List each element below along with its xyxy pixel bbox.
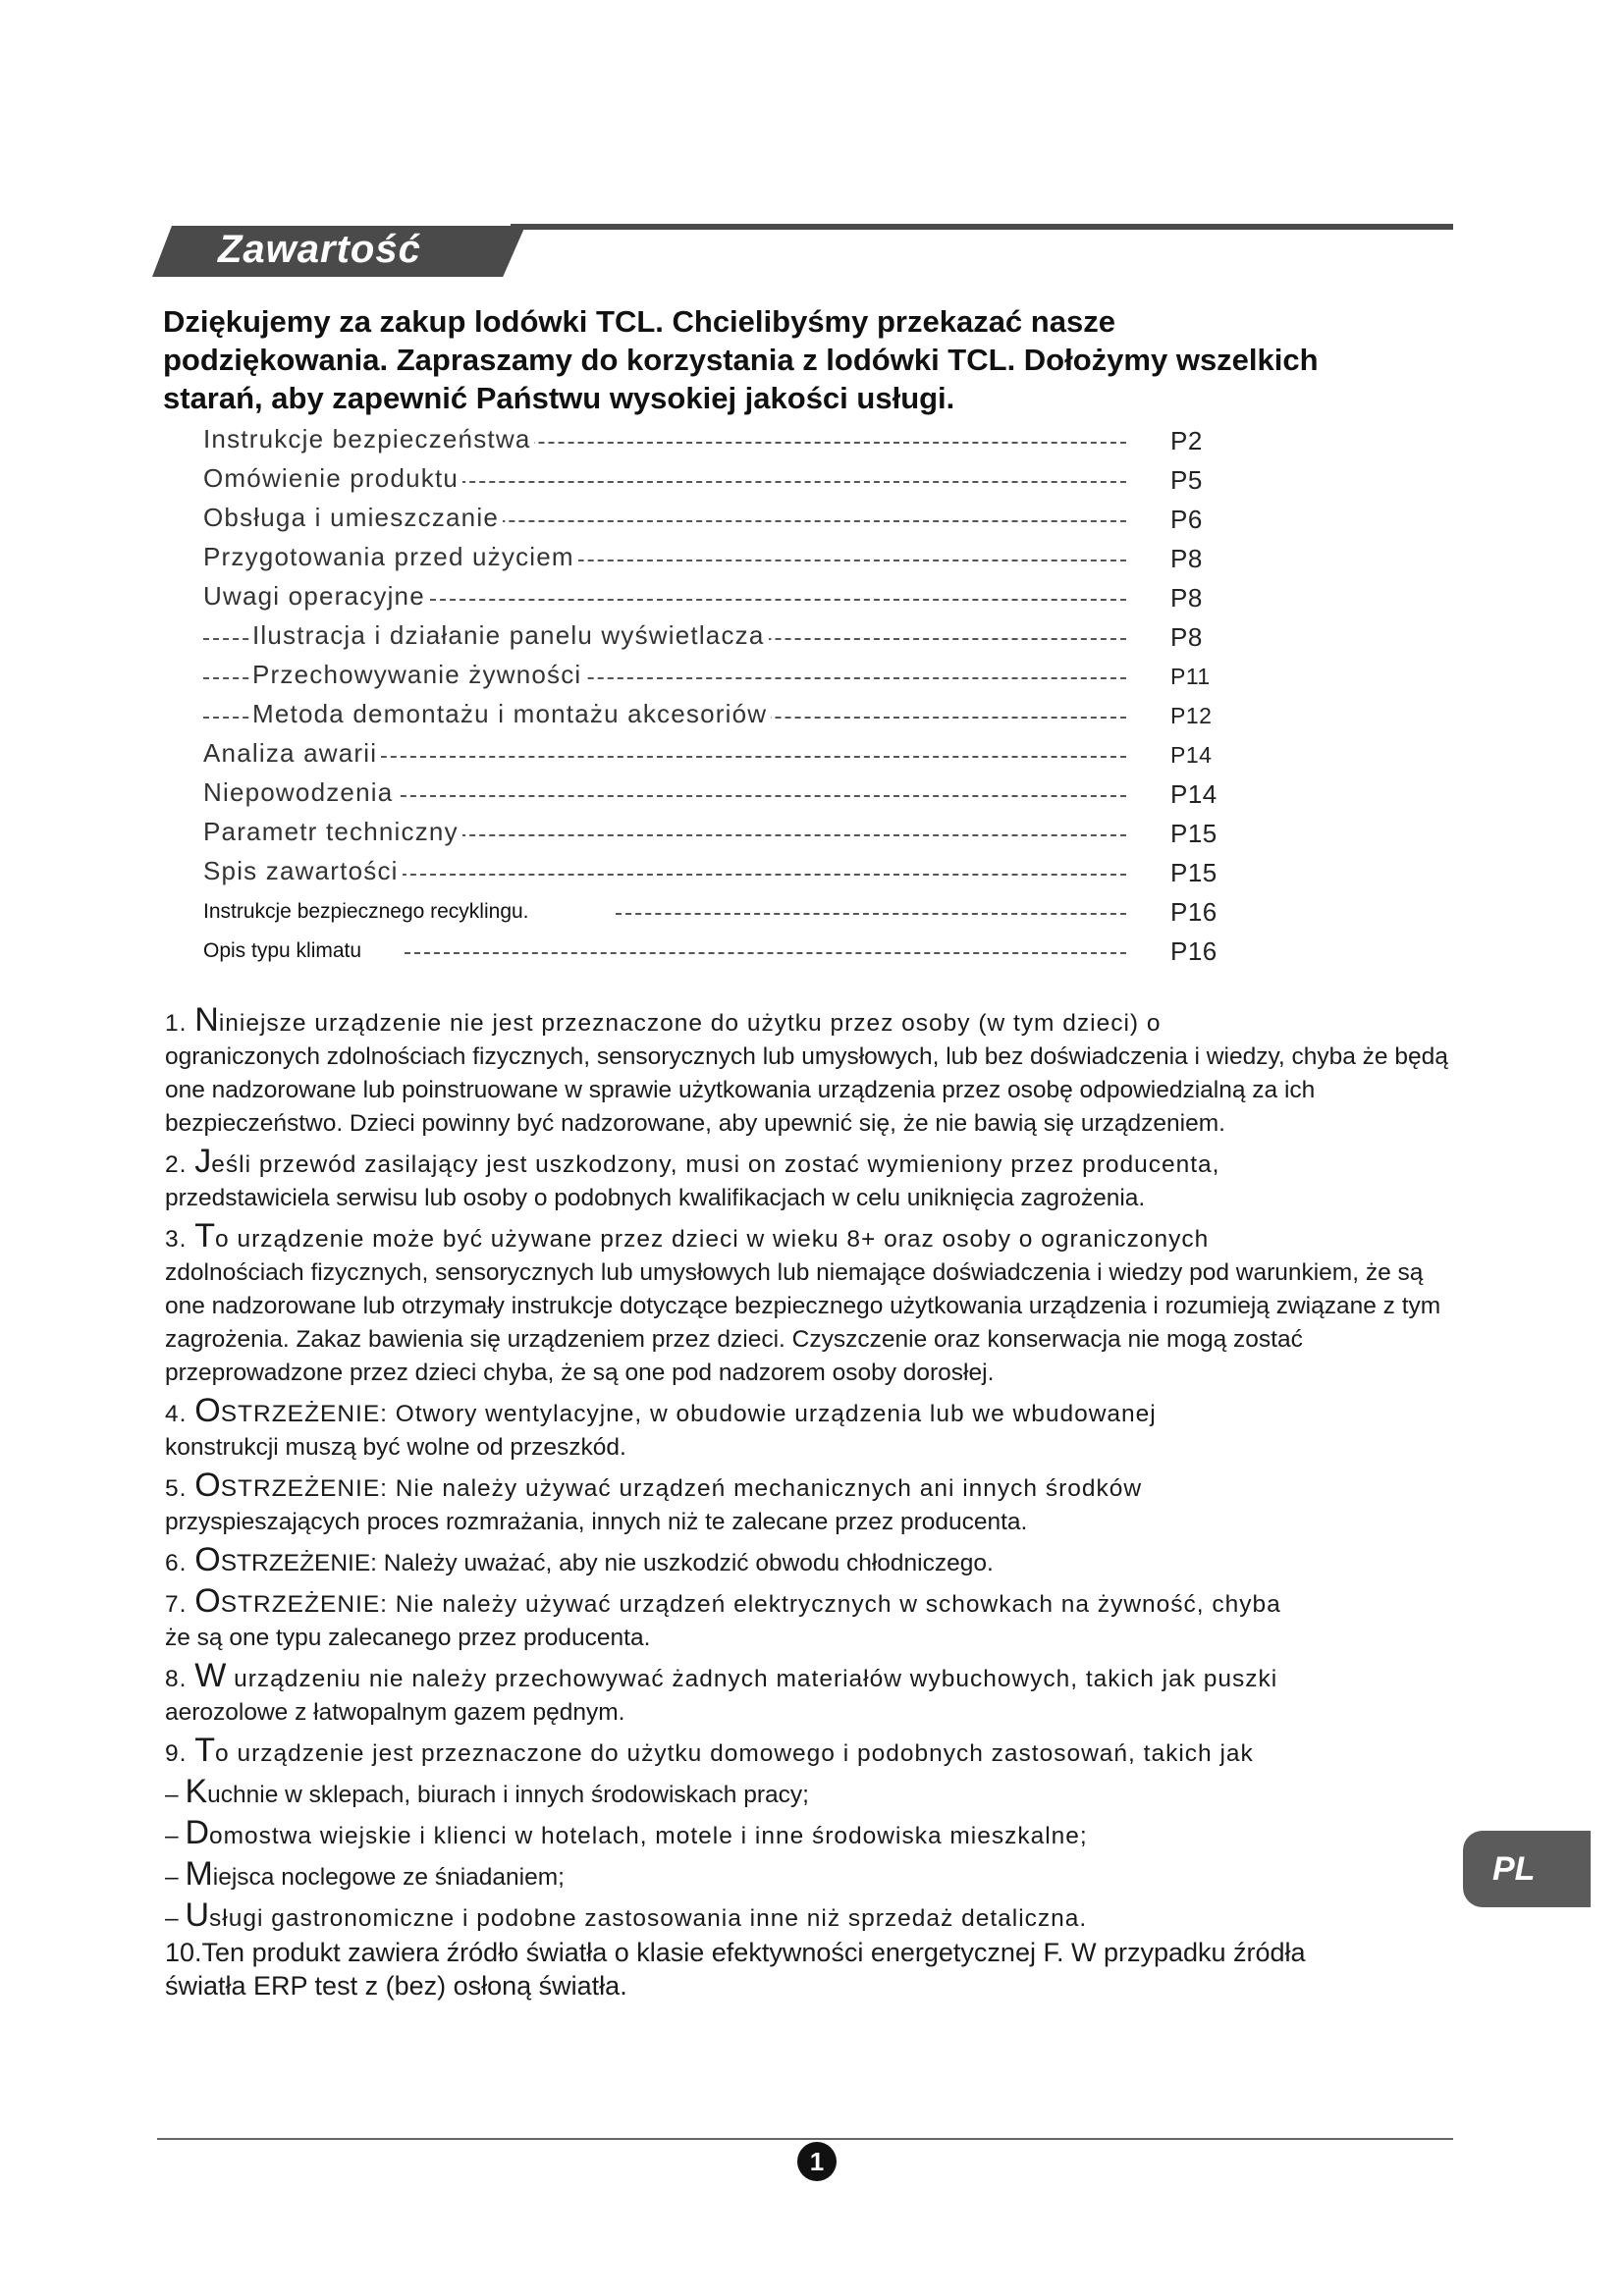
toc-item[interactable]: Omówienie produktu P5 (203, 463, 1203, 495)
instruction-subitem (165, 1898, 1461, 1936)
instruction-first-line: o urządzenie może być używane przez dzieci w wieku 8+ oraz osoby o ograniczonych (215, 1226, 1210, 1253)
instruction-first-line: STRZEŻENIE: Otwory wentylacyjne, w obudowie urządzenia lub we wbudowanej (220, 1401, 1157, 1427)
toc-item[interactable]: Niepowodzenia P14 (203, 777, 1218, 809)
language-tab: PL (1463, 1831, 1591, 1907)
instruction-initial: T (194, 1732, 216, 1769)
instruction-initial: M (185, 1855, 213, 1893)
instruction-item (165, 1659, 1461, 1730)
instruction-first-line: uchnie w sklepach, biurach i innych środowiskach pracy; (207, 1782, 809, 1808)
instruction-text: przyspieszających proces rozmrażania, innych niż te zalecane przez producenta. (165, 1509, 1028, 1535)
instruction-item (165, 1734, 1461, 1771)
instruction-number: 7. (165, 1591, 195, 1618)
instruction-initial: K (185, 1773, 208, 1810)
instruction-initial: U (185, 1896, 209, 1934)
instruction-first-line: omostwa wiejskie i klienci w hotelach, motele i inne środowiska mieszkalne; (209, 1823, 1088, 1849)
instruction-initial: O (194, 1467, 221, 1504)
toc-item[interactable]: Spis zawartości P15 (203, 856, 1218, 887)
instruction-dash: – (165, 1782, 186, 1808)
instruction-first-line: urządzeniu nie należy przechowywać żadnych materiałów wybuchowych, takich jak puszki (226, 1666, 1278, 1692)
toc-item[interactable]: Opis typu klimatu P16 (203, 936, 1218, 966)
instruction-number: 5. (165, 1475, 195, 1502)
instruction-first-line: iniejsze urządzenie nie jest przeznaczone do użytku przez osoby (w tym dzieci) o (218, 1010, 1162, 1037)
instruction-text: zdolnościach fizycznych, sensorycznych lub umysłowych lub niemające doświadczenia i wiedzy pod warunkiem, że są one nadzorowane lub otrzymały instrukcje dotyczące bezpiecznego użytkowania urządzenia i rozumieją związane z tym zagrożenia. Zakaz bawienia się urządzeniem przez dzieci. Czyszczenie oraz konserwacja nie mogą zostać przeprowadzone przez dzieci chyba, że są one pod nadzorem osoby dorosłej. (165, 1259, 1441, 1386)
instruction-initial: O (194, 1392, 221, 1429)
toc-item[interactable]: Analiza awarii P14 (203, 738, 1213, 768)
safety-instructions (165, 1003, 1461, 2006)
instruction-initial: J (194, 1143, 212, 1180)
instruction-item (165, 1543, 1461, 1580)
instruction-text: ograniczonych zdolnościach fizycznych, sensorycznych lub umysłowych, lub bez doświadczenia i wiedzy, chyba że będą one nadzorowane lub poinstruowane w sprawie użytkowania urządzenia przez osobę odpowiedzialną za ich bezpieczeństwo. Dzieci powinny być nadzorowane, aby upewnić się, że nie bawią się urządzeniem. (165, 1043, 1448, 1137)
instruction-initial: O (194, 1582, 221, 1620)
instruction-number: 9. (165, 1740, 195, 1767)
instruction-text: konstrukcji muszą być wolne od przeszkód. (165, 1434, 626, 1461)
instruction-initial: W (194, 1657, 227, 1694)
page-number-badge: 1 (797, 2142, 837, 2181)
instruction-number: 8. (165, 1666, 195, 1692)
instruction-first-line: sługi gastronomiczne i podobne zastosowania inne niż sprzedaż detaliczna. (209, 1905, 1088, 1932)
instruction-number: 6. (165, 1550, 195, 1576)
instruction-first-line: iejsca noclegowe ze śniadaniem; (212, 1864, 565, 1891)
instruction-initial: T (194, 1217, 216, 1255)
instruction-text: przedstawiciela serwisu lub osoby o podobnych kwalifikacjach w celu uniknięcia zagrożenia. (165, 1185, 1146, 1211)
instruction-item (165, 1003, 1461, 1141)
instruction-first-line: STRZEŻENIE: Nie należy używać urządzeń mechanicznych ani innych środków (220, 1475, 1143, 1502)
intro-text: Dziękujemy za zakup lodówki TCL. Chcielibyśmy przekazać nasze podziękowania. Zapraszamy do korzystania z lodówki TCL. Dołożymy wszelkich starań, aby zapewnić Państwu wysokiej jakości usługi. (163, 304, 1319, 415)
instruction-number: 1. (165, 1010, 195, 1037)
page-title: Zawartość (218, 228, 421, 271)
instruction-number: 4. (165, 1401, 195, 1427)
instruction-dash: – (165, 1905, 186, 1932)
instruction-subitem (165, 1775, 1461, 1812)
toc-subitem[interactable]: Metoda demontażu i montażu akcesoriów P12 (203, 695, 1234, 734)
instruction-first-line: o urządzenie jest przeznaczone do użytku domowego i podobnych zastosowań, takich jak (215, 1740, 1254, 1767)
instruction-subitem (165, 1816, 1461, 1853)
instruction-first-line: STRZEŻENIE: Należy uważać, aby nie uszkodzić obwodu chłodniczego. (220, 1550, 994, 1576)
toc-item[interactable]: Instrukcje bezpieczeństwa P2 (203, 424, 1203, 455)
instruction-dash: – (165, 1864, 186, 1891)
instruction-subitem (165, 1857, 1461, 1895)
instruction-first-line: STRZEŻENIE: Nie należy używać urządzeń elektrycznych w schowkach na żywność, chyba (220, 1591, 1281, 1618)
toc-subitem[interactable]: Ilustracja i działanie panelu wyświetlacza P8 (203, 616, 1234, 656)
instruction-number: 3. (165, 1226, 195, 1253)
toc-item[interactable]: Przygotowania przed użyciem P8 (203, 542, 1203, 573)
instruction-dash: – (165, 1823, 186, 1849)
instruction-text: aerozolowe z łatwopalnym gazem pędnym. (165, 1699, 625, 1726)
instruction-item (165, 1468, 1461, 1539)
toc-item[interactable]: Instrukcje bezpiecznego recyklingu. P16 (203, 897, 1218, 927)
instruction-item (165, 1145, 1461, 1215)
toc-subitem[interactable]: Przechowywanie żywności P11 (203, 656, 1234, 695)
instruction-item (165, 1584, 1461, 1655)
instruction-initial: N (194, 1001, 219, 1039)
instruction-initial: D (185, 1814, 209, 1851)
toc-item[interactable]: Parametr techniczny P15 (203, 817, 1218, 848)
header-rule (511, 224, 1453, 230)
instruction-initial: O (194, 1541, 221, 1578)
instruction-item (165, 1936, 1461, 2002)
instruction-item (165, 1219, 1461, 1390)
instruction-text: światła ERP test z (bez) osłoną światła. (165, 1971, 627, 2001)
instruction-first-line: 10.Ten produkt zawiera źródło światła o klasie efektywności energetycznej F. W przypadku źródła (165, 1938, 1306, 1967)
footer-rule (157, 2138, 1453, 2140)
instruction-text: że są one typu zalecanego przez producenta. (165, 1625, 651, 1651)
toc-item[interactable]: Obsługa i umieszczanie P6 (203, 503, 1203, 534)
instruction-number: 2. (165, 1151, 195, 1178)
instruction-item (165, 1394, 1461, 1465)
instruction-first-line: eśli przewód zasilający jest uszkodzony, musi on zostać wymieniony przez producenta, (211, 1151, 1220, 1178)
toc-item[interactable]: Uwagi operacyjne P8 (203, 581, 1203, 613)
